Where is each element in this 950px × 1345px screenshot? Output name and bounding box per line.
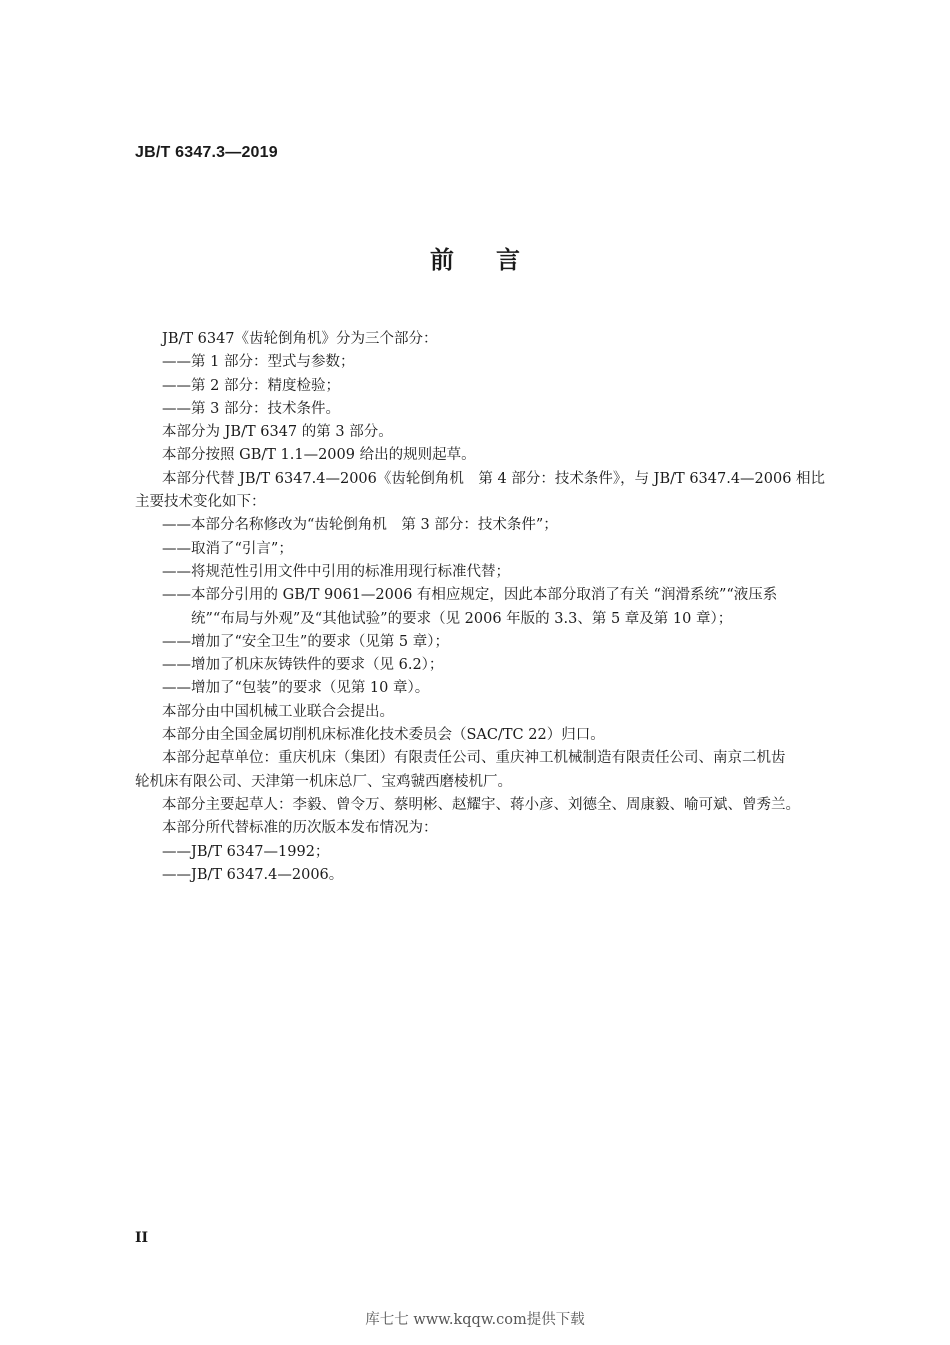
text-line: 本部分所代替标准的历次版本发布情况为： (162, 820, 438, 837)
text-line: 本部分主要起草人：李毅、曾令万、蔡明彬、赵耀宇、蒋小彦、刘德全、周康毅、喻可斌、曾秀兰。 (162, 796, 800, 813)
replace-para-line1: 本部分代替 JB/T 6347.4—2006《齿轮倒角机 第 4 部分：技术条件》，与 JB/T 6347.4—2006 相比 (162, 470, 826, 487)
download-footer: 库七七 www.kqqw.com提供下载 (365, 1312, 585, 1328)
list-item: ——第 1 部分：型式与参数； (162, 354, 355, 371)
list-item: ——取消了“引言”； (162, 540, 293, 557)
replace-para-line2: 主要技术变化如下： (135, 494, 266, 511)
list-item: ——增加了机床灰铸铁件的要求（见 6.2）； (162, 657, 444, 674)
page-title: 前言 (430, 246, 562, 274)
list-item: ——第 3 部分：技术条件。 (162, 400, 340, 417)
units-para-line1: 本部分起草单位：重庆机床（集团）有限责任公司、重庆神工机械制造有限责任公司、南京二机齿 (162, 750, 786, 767)
document-code: JB/T 6347.3—2019 (135, 144, 278, 161)
text-line: 本部分按照 GB/T 1.1—2009 给出的规则起草。 (162, 447, 476, 464)
page-number: II (135, 1230, 149, 1246)
text-line: JB/T 6347《齿轮倒角机》分为三个部分： (162, 331, 438, 347)
text-line: 本部分由全国金属切削机床标准化技术委员会（SAC/TC 22）归口。 (162, 727, 605, 744)
list-item: ——本部分名称修改为“齿轮倒角机 第 3 部分：技术条件”； (162, 517, 558, 534)
list-item: ——增加了“包装”的要求（见第 10 章）。 (162, 680, 430, 697)
list-item: ——JB/T 6347.4—2006。 (162, 866, 344, 883)
list-item-long-line2: 统”“布局与外观”及“其他试验”的要求（见 2006 年版的 3.3、第 5 章及第 10 章）； (191, 610, 733, 627)
list-item: ——JB/T 6347—1992； (162, 843, 330, 860)
units-para-line2: 轮机床有限公司、天津第一机床总厂、宝鸡虢西磨棱机厂。 (135, 773, 512, 790)
foreword-body (135, 328, 845, 887)
text-line: 本部分由中国机械工业联合会提出。 (162, 703, 394, 720)
list-item: ——第 2 部分：精度检验； (162, 377, 340, 394)
list-item: ——将规范性引用文件中引用的标准用现行标准代替； (162, 563, 510, 580)
text-line: 本部分为 JB/T 6347 的第 3 部分。 (162, 424, 393, 441)
list-item: ——增加了“安全卫生”的要求（见第 5 章）； (162, 633, 450, 650)
list-item-long-line1: ——本部分引用的 GB/T 9061—2006 有相应规定，因此本部分取消了有关 “润滑系统”“液压系 (162, 587, 778, 604)
